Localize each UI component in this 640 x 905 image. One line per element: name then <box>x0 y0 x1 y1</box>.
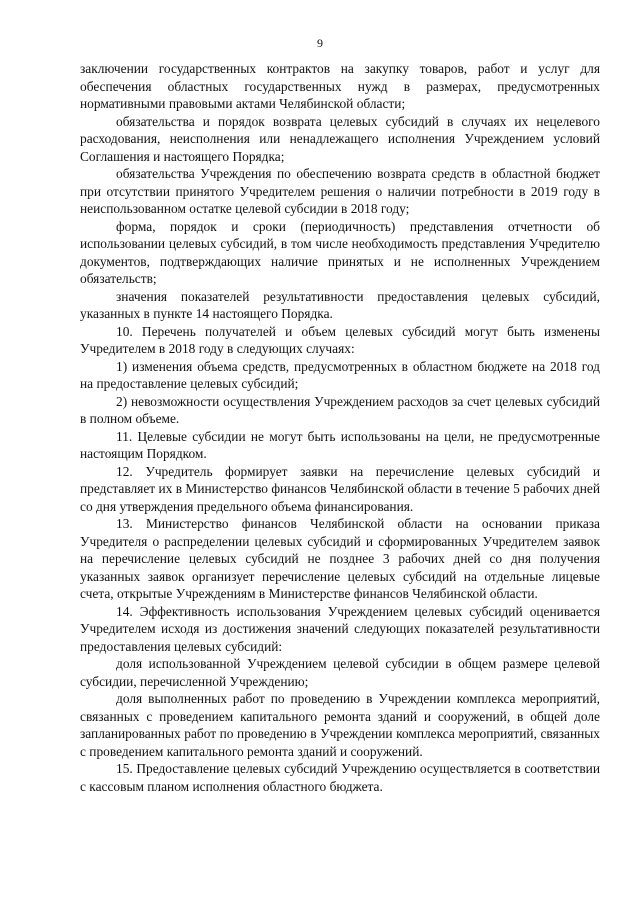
paragraph: 14. Эффективность использования Учреждением целевых субсидий оценивается Учредителем исходя из достижения значений следующих показателей результативности предоставления целевых субсидий: <box>80 603 600 654</box>
paragraph: 11. Целевые субсидии не могут быть использованы на цели, не предусмотренные настоящим Порядком. <box>80 428 600 461</box>
paragraph: доля использованной Учреждением целевой субсидии в общем размере целевой субсидии, перечисленной Учреждению; <box>80 656 600 689</box>
paragraph: 13. Министерство финансов Челябинской области на основании приказа Учредителя о распределении целевых субсидий и сформированных Учредителем заявок на перечисление целевых субсидий не позднее 3 рабочих дней со дня получения указанных заявок организует перечисление целевых субсидий на отдельные лицевые счета, открытые Учреждениям в Министерстве финансов Челябинской области. <box>80 516 600 601</box>
paragraph: заключении государственных контрактов на закупку товаров, работ и услуг для обеспечения областных государственных нужд в размерах, предусмотренных нормативными правовыми актами Челябинской области; <box>80 61 600 111</box>
paragraph: доля выполненных работ по проведению в Учреждении комплекса мероприятий, связанных с проведением капитального ремонта зданий и сооружений, в общей доле запланированных работ по проведению в Учреждении комплекса мероприятий, связанных с проведением капитального ремонта зданий и сооружений. <box>80 691 600 759</box>
paragraph: обязательства и порядок возврата целевых субсидий в случаях их нецелевого расходования, неисполнения или ненадлежащего исполнения Учреждением условий Соглашения и настоящего Порядка; <box>80 113 600 164</box>
paragraph: значения показателей результативности предоставления целевых субсидий, указанных в пункте 14 настоящего Порядка. <box>80 288 600 321</box>
page-number: 9 <box>317 36 323 50</box>
paragraph: 15. Предоставление целевых субсидий Учреждению осуществляется в соответствии с кассовым планом исполнения областного бюджета. <box>80 761 600 794</box>
paragraph: 1) изменения объема средств, предусмотренных в областном бюджете на 2018 год на предоставление целевых субсидий; <box>80 358 600 391</box>
paragraph: форма, порядок и сроки (периодичность) представления отчетности об использовании целевых субсидий, в том числе необходимость представления Учредителю документов, подтверждающих наличие принятых и не исполненных Учреждением обязательств; <box>80 218 600 286</box>
paragraph: 12. Учредитель формирует заявки на перечисление целевых субсидий и представляет их в Министерство финансов Челябинской области в течение 5 рабочих дней со дня утверждения предельного объема финансирования. <box>80 463 600 514</box>
body-text <box>80 60 600 795</box>
paragraph: 10. Перечень получателей и объем целевых субсидий могут быть изменены Учредителем в 2018 году в следующих случаях: <box>80 323 600 356</box>
paragraph: 2) невозможности осуществления Учреждением расходов за счет целевых субсидий в полном объеме. <box>80 393 600 426</box>
paragraph: обязательства Учреждения по обеспечению возврата средств в областной бюджет при отсутствии принятого Учредителем решения о наличии потребности в 2019 году в неиспользованном остатке целевой субсидии в 2018 году; <box>80 166 600 216</box>
